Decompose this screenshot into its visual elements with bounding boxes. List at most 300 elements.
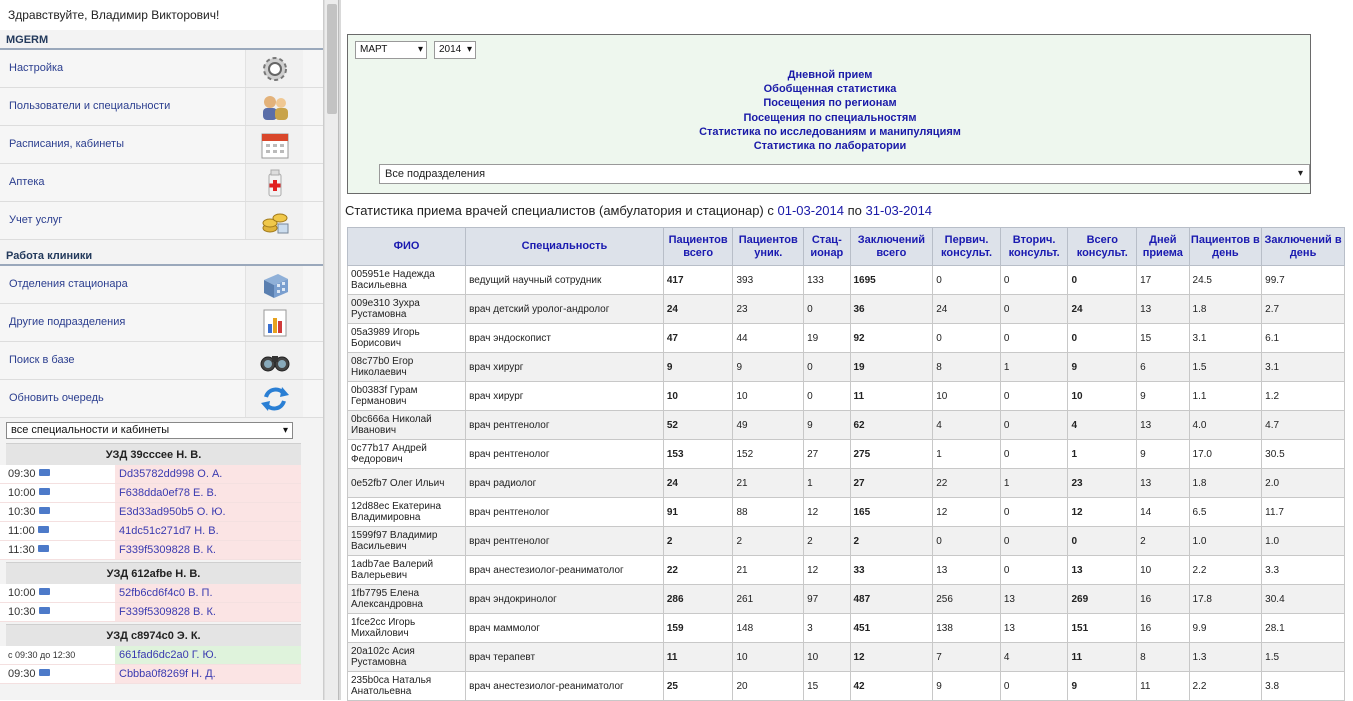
table-cell: врач рентгенолог [466, 527, 664, 556]
table-cell: 9 [933, 672, 1001, 701]
table-cell: 0 [1068, 266, 1137, 295]
table-cell: 2.7 [1262, 295, 1345, 324]
menu-item-label[interactable]: Поиск в базе [9, 354, 75, 366]
table-cell: 24 [933, 295, 1001, 324]
table-cell: 0 [1000, 382, 1068, 411]
table-cell: 1.2 [1262, 382, 1345, 411]
table-cell: 3 [804, 614, 850, 643]
table-cell: врач рентгенолог [466, 411, 664, 440]
table-cell: 24 [663, 469, 733, 498]
table-cell: 88 [733, 498, 804, 527]
queue-list [0, 443, 323, 684]
menu-item-users[interactable] [0, 88, 323, 126]
table-cell: 11 [1068, 643, 1137, 672]
table-cell: врач эндокринолог [466, 585, 664, 614]
appointment-time-cell [0, 484, 115, 502]
appointment-time: 09:30 [8, 468, 36, 480]
report-title-text: Статистика приема врачей специалистов (амбулатория и стационар) с [345, 203, 774, 218]
table-cell: 6.1 [1262, 324, 1345, 353]
column-header[interactable]: Пациентов уник. [733, 228, 804, 266]
calendar-icon[interactable] [245, 126, 303, 163]
menu-item-coins[interactable] [0, 202, 323, 240]
table-cell: 13 [1137, 411, 1189, 440]
table-cell: 005951e Надежда Васильевна [348, 266, 466, 295]
table-cell: врач анестезиолог-реаниматолог [466, 672, 664, 701]
column-header[interactable]: Вторич. консульт. [1000, 228, 1068, 266]
table-cell: 487 [850, 585, 933, 614]
report-link[interactable]: Статистика по лаборатории [753, 140, 907, 153]
appointment-time: 10:30 [8, 606, 36, 618]
appointment-row[interactable] [0, 584, 301, 603]
table-cell: 10 [733, 643, 804, 672]
appointment-patient[interactable]: 41dc51c271d7 Н. В. [115, 522, 301, 540]
table-row [348, 353, 1345, 382]
table-cell: 152 [733, 440, 804, 469]
table-cell: 0bc666a Николай Иванович [348, 411, 466, 440]
table-row [348, 527, 1345, 556]
table-cell: 9 [663, 353, 733, 382]
table-cell: 10 [663, 382, 733, 411]
table-cell: 9.9 [1189, 614, 1262, 643]
table-row [348, 585, 1345, 614]
table-cell: врач рентгенолог [466, 440, 664, 469]
appointment-patient[interactable]: F339f5309828 В. К. [115, 603, 301, 621]
table-cell: 11 [663, 643, 733, 672]
table-cell: 0 [804, 353, 850, 382]
menu-item-label[interactable]: Пользователи и специальности [9, 100, 171, 112]
date-to[interactable]: 31-03-2014 [865, 203, 933, 218]
table-cell: 12 [933, 498, 1001, 527]
table-cell: 417 [663, 266, 733, 295]
appointment-patient[interactable]: F339f5309828 В. К. [115, 541, 301, 559]
table-cell: 13 [1137, 295, 1189, 324]
appointment-time: 10:30 [8, 506, 36, 518]
table-cell: 17 [1137, 266, 1189, 295]
appointment-row[interactable] [0, 646, 301, 665]
table-cell: 1 [933, 440, 1001, 469]
table-cell: 269 [1068, 585, 1137, 614]
table-cell: 1.8 [1189, 295, 1262, 324]
appointment-patient[interactable]: Dd35782dd998 О. А. [115, 465, 301, 483]
table-cell: 1695 [850, 266, 933, 295]
table-cell: 0 [933, 266, 1001, 295]
table-cell: 1fce2cc Игорь Михайлович [348, 614, 466, 643]
table-row [348, 469, 1345, 498]
main-content [341, 0, 1353, 700]
table-cell: 7 [933, 643, 1001, 672]
menu-item-gear[interactable] [0, 50, 323, 88]
report-link[interactable]: Статистика по исследованиям и манипуляциям [699, 125, 961, 138]
table-cell: 30.4 [1262, 585, 1345, 614]
table-cell: 1.0 [1189, 527, 1262, 556]
appointment-row[interactable] [0, 665, 301, 684]
table-cell: 08c77b0 Егор Николаевич [348, 353, 466, 382]
table-cell: 138 [933, 614, 1001, 643]
menu-item-label[interactable]: Отделения стационара [9, 278, 128, 290]
doctor-queue-header: УЗД 612afbe Н. В. [6, 562, 301, 584]
date-from[interactable]: 01-03-2014 [777, 203, 844, 218]
table-cell: 49 [733, 411, 804, 440]
table-cell: 99.7 [1262, 266, 1345, 295]
table-cell: 0 [933, 527, 1001, 556]
table-row [348, 295, 1345, 324]
table-cell: 9 [733, 353, 804, 382]
table-cell: 30.5 [1262, 440, 1345, 469]
appointment-row[interactable] [0, 503, 301, 522]
table-cell: 11 [850, 382, 933, 411]
table-cell: 0e52fb7 Олег Ильич [348, 469, 466, 498]
table-cell: 1.5 [1262, 643, 1345, 672]
table-cell: 261 [733, 585, 804, 614]
phone-icon [39, 607, 50, 614]
menu-item-label[interactable]: Учет услуг [9, 214, 63, 226]
table-cell: 165 [850, 498, 933, 527]
appointment-time: 10:00 [8, 587, 36, 599]
appointment-patient[interactable]: 52fb6cd6f4c0 В. П. [115, 584, 301, 602]
table-row [348, 324, 1345, 353]
table-row [348, 266, 1345, 295]
table-row [348, 440, 1345, 469]
table-cell: 4.0 [1189, 411, 1262, 440]
appointment-time: 09:30 [8, 668, 36, 680]
table-cell: 23 [1068, 469, 1137, 498]
table-cell: 1 [804, 469, 850, 498]
table-cell: 235b0ca Наталья Анатольевна [348, 672, 466, 701]
table-cell: 4 [1068, 411, 1137, 440]
table-cell: 20a102c Асия Рустамовна [348, 643, 466, 672]
table-cell: 275 [850, 440, 933, 469]
users-icon[interactable] [245, 88, 303, 125]
phone-icon [39, 669, 50, 676]
table-cell: 0 [933, 324, 1001, 353]
menu-item-calendar[interactable] [0, 126, 323, 164]
table-cell: 1.3 [1189, 643, 1262, 672]
table-cell: 2.2 [1189, 672, 1262, 701]
table-cell: 8 [933, 353, 1001, 382]
table-cell: 0 [1068, 527, 1137, 556]
table-cell: 1 [1000, 353, 1068, 382]
column-header[interactable]: ФИО [348, 228, 466, 266]
column-header[interactable]: Пациентов всего [663, 228, 733, 266]
table-body [348, 266, 1345, 701]
table-cell: 9 [804, 411, 850, 440]
table-cell: 9 [1068, 672, 1137, 701]
greeting-text: Здравствуйте, Владимир Викторович! [0, 0, 323, 30]
table-cell: 47 [663, 324, 733, 353]
table-cell: 12 [850, 643, 933, 672]
table-cell: 1fb7795 Елена Александровна [348, 585, 466, 614]
table-cell: 0 [1000, 411, 1068, 440]
appointment-time: 11:00 [8, 525, 35, 537]
table-row [348, 382, 1345, 411]
table-cell: 286 [663, 585, 733, 614]
table-cell: 92 [850, 324, 933, 353]
table-cell: 2 [733, 527, 804, 556]
phone-icon [39, 488, 50, 495]
table-cell: 27 [850, 469, 933, 498]
table-row [348, 614, 1345, 643]
table-header-row [348, 228, 1345, 266]
appointment-row[interactable] [0, 484, 301, 503]
chart-icon[interactable] [245, 304, 303, 341]
menu-item-refresh[interactable] [0, 380, 323, 418]
table-cell: 13 [1000, 614, 1068, 643]
department-select[interactable]: Все подразделения ▾ [379, 164, 1310, 184]
table-cell: 1.0 [1262, 527, 1345, 556]
table-cell: 2 [663, 527, 733, 556]
gear-icon[interactable] [245, 50, 303, 87]
sidebar [0, 0, 324, 700]
appointment-time-cell [0, 646, 115, 664]
table-cell: 6 [1137, 353, 1189, 382]
table-cell: 1.5 [1189, 353, 1262, 382]
section-title-clinic: Работа клиники [0, 246, 323, 266]
column-header[interactable]: Заключений в день [1262, 228, 1345, 266]
table-cell: 151 [1068, 614, 1137, 643]
table-cell: 3.1 [1262, 353, 1345, 382]
table-cell: 10 [1137, 556, 1189, 585]
table-cell: 4 [933, 411, 1001, 440]
table-cell: 1 [1000, 469, 1068, 498]
appointment-time-cell [0, 603, 115, 621]
table-cell: 25 [663, 672, 733, 701]
menu-item-label[interactable]: Настройка [9, 62, 64, 74]
table-cell: 451 [850, 614, 933, 643]
doctor-queue-header: УЗД 39cccee Н. В. [6, 443, 301, 465]
table-cell: врач радиолог [466, 469, 664, 498]
building-icon[interactable] [245, 266, 303, 303]
month-select[interactable]: МАРТ ▾ [355, 41, 427, 59]
menu-item-pharmacy[interactable] [0, 164, 323, 202]
table-cell: 22 [933, 469, 1001, 498]
appointment-time-cell [0, 541, 115, 559]
table-cell: 13 [1068, 556, 1137, 585]
column-header[interactable]: Заключений всего [850, 228, 933, 266]
table-cell: 3.1 [1189, 324, 1262, 353]
table-cell: 393 [733, 266, 804, 295]
table-cell: 256 [933, 585, 1001, 614]
refresh-icon[interactable] [245, 380, 303, 417]
doctor-queue-header: УЗД c8974c0 Э. К. [6, 624, 301, 646]
table-cell: 8 [1137, 643, 1189, 672]
table-cell: 12d88ec Екатерина Владимировна [348, 498, 466, 527]
table-cell: 36 [850, 295, 933, 324]
table-cell: 52 [663, 411, 733, 440]
binoculars-icon[interactable] [245, 342, 303, 379]
menu-item-label[interactable]: Обновить очередь [9, 392, 104, 404]
table-cell: 1.8 [1189, 469, 1262, 498]
table-cell: 10 [804, 643, 850, 672]
table-cell: ведущий научный сотрудник [466, 266, 664, 295]
table-cell: 0 [1000, 672, 1068, 701]
table-cell: 2 [850, 527, 933, 556]
table-cell: 4.7 [1262, 411, 1345, 440]
appointment-time-cell [0, 503, 115, 521]
report-link[interactable]: Посещения по специальностям [743, 111, 917, 124]
table-cell: врач хирург [466, 382, 664, 411]
table-cell: 0 [1000, 527, 1068, 556]
column-header[interactable]: Пациентов в день [1189, 228, 1262, 266]
table-cell: 22 [663, 556, 733, 585]
section-title-mgerm: MGERM [0, 30, 323, 50]
table-cell: 23 [733, 295, 804, 324]
specialty-filter-select[interactable]: все специальности и кабинеты ▾ [6, 422, 293, 439]
table-cell: врач эндоскопист [466, 324, 664, 353]
table-row [348, 411, 1345, 440]
table-cell: 2 [804, 527, 850, 556]
table-cell: 9 [1068, 353, 1137, 382]
table-row [348, 643, 1345, 672]
appointment-time: с 09:30 до 12:30 [8, 650, 76, 660]
table-cell: 0 [1000, 440, 1068, 469]
appointment-row[interactable] [0, 541, 301, 560]
phone-icon [39, 507, 50, 514]
table-cell: 0 [1000, 498, 1068, 527]
column-header[interactable]: Всего консульт. [1068, 228, 1137, 266]
report-link[interactable]: Дневной прием [787, 69, 873, 81]
table-cell: 20 [733, 672, 804, 701]
appointment-row[interactable] [0, 603, 301, 622]
table-cell: врач детский уролог-андролог [466, 295, 664, 324]
column-header[interactable]: Первич. консульт. [933, 228, 1001, 266]
appointment-time-cell [0, 522, 115, 540]
table-cell: врач терапевт [466, 643, 664, 672]
table-cell: 153 [663, 440, 733, 469]
table-row [348, 672, 1345, 701]
phone-icon [39, 469, 50, 476]
table-cell: 0b0383f Гурам Германович [348, 382, 466, 411]
appointment-patient[interactable]: F638dda0ef78 Е. В. [115, 484, 301, 502]
report-title-mid: по [847, 203, 862, 218]
appointment-time-cell [0, 465, 115, 483]
table-cell: 13 [1137, 469, 1189, 498]
year-select[interactable]: 2014 ▾ [434, 41, 476, 59]
table-cell: 24 [1068, 295, 1137, 324]
appointment-patient[interactable]: E3d33ad950b5 О. Ю. [115, 503, 301, 521]
table-cell: 3.3 [1262, 556, 1345, 585]
table-cell: врач хирург [466, 353, 664, 382]
table-cell: 2 [1137, 527, 1189, 556]
phone-icon [38, 545, 49, 552]
appointment-time: 11:30 [8, 544, 35, 556]
table-cell: 24 [663, 295, 733, 324]
table-row [348, 556, 1345, 585]
menu-clinic-group [0, 266, 323, 418]
report-title [345, 203, 932, 218]
table-cell: 0 [1068, 324, 1137, 353]
table-cell: 12 [1068, 498, 1137, 527]
appointment-patient[interactable]: 661fad6dc2a0 Г. Ю. [115, 646, 301, 664]
column-header[interactable]: Специальность [466, 228, 664, 266]
pharmacy-icon[interactable] [245, 164, 303, 201]
scrollbar-thumb[interactable] [327, 4, 337, 114]
phone-icon [39, 588, 50, 595]
menu-item-binoculars[interactable] [0, 342, 323, 380]
table-cell: 91 [663, 498, 733, 527]
table-cell: 16 [1137, 614, 1189, 643]
phone-icon [38, 526, 49, 533]
table-cell: 42 [850, 672, 933, 701]
menu-item-label[interactable]: Расписания, кабинеты [9, 138, 124, 150]
appointment-time-cell [0, 665, 115, 683]
table-cell: 62 [850, 411, 933, 440]
report-link[interactable]: Обобщенная статистика [763, 83, 897, 96]
table-cell: 13 [1000, 585, 1068, 614]
report-panel [347, 34, 1311, 194]
table-cell: 12 [804, 498, 850, 527]
table-cell: 44 [733, 324, 804, 353]
table-cell: 9 [1137, 382, 1189, 411]
menu-item-building[interactable] [0, 266, 323, 304]
appointment-time-cell [0, 584, 115, 602]
table-cell: 133 [804, 266, 850, 295]
table-cell: 19 [850, 353, 933, 382]
table-cell: 14 [1137, 498, 1189, 527]
table-cell: 1adb7ae Валерий Валерьевич [348, 556, 466, 585]
menu-settings-group [0, 50, 323, 240]
stats-table [347, 227, 1345, 701]
appointment-row[interactable] [0, 465, 301, 484]
table-cell: 1599f97 Владимир Васильевич [348, 527, 466, 556]
table-cell: 1 [1068, 440, 1137, 469]
table-cell: 2.2 [1189, 556, 1262, 585]
table-cell: 4 [1000, 643, 1068, 672]
table-cell: 33 [850, 556, 933, 585]
report-links [348, 68, 1312, 153]
table-cell: 13 [933, 556, 1001, 585]
table-cell: 159 [663, 614, 733, 643]
table-cell: 21 [733, 469, 804, 498]
table-cell: 0 [804, 382, 850, 411]
sidebar-scrollbar[interactable] [324, 0, 339, 700]
table-cell: 9 [1137, 440, 1189, 469]
table-cell: 17.0 [1189, 440, 1262, 469]
table-cell: 0 [1000, 266, 1068, 295]
table-cell: врач анестезиолог-реаниматолог [466, 556, 664, 585]
table-cell: 28.1 [1262, 614, 1345, 643]
coins-icon[interactable] [245, 202, 303, 239]
table-cell: 10 [933, 382, 1001, 411]
table-cell: врач рентгенолог [466, 498, 664, 527]
table-cell: 0c77b17 Андрей Федорович [348, 440, 466, 469]
menu-item-label[interactable]: Аптека [9, 176, 45, 188]
appointment-row[interactable] [0, 522, 301, 541]
table-cell: 0 [804, 295, 850, 324]
table-cell: 19 [804, 324, 850, 353]
table-cell: 3.8 [1262, 672, 1345, 701]
table-cell: 2.0 [1262, 469, 1345, 498]
menu-item-label[interactable]: Другие подразделения [9, 316, 126, 328]
column-header[interactable]: Стац-ионар [804, 228, 850, 266]
table-cell: врач маммолог [466, 614, 664, 643]
table-cell: 27 [804, 440, 850, 469]
table-cell: 11 [1137, 672, 1189, 701]
table-cell: 05a3989 Игорь Борисович [348, 324, 466, 353]
table-cell: 97 [804, 585, 850, 614]
report-link[interactable]: Посещения по регионам [763, 97, 897, 110]
table-row [348, 498, 1345, 527]
table-cell: 148 [733, 614, 804, 643]
column-header[interactable]: Дней приема [1137, 228, 1189, 266]
appointment-time: 10:00 [8, 487, 36, 499]
table-cell: 16 [1137, 585, 1189, 614]
table-cell: 21 [733, 556, 804, 585]
appointment-patient[interactable]: Cbbba0f8269f Н. Д. [115, 665, 301, 683]
table-cell: 17.8 [1189, 585, 1262, 614]
table-cell: 6.5 [1189, 498, 1262, 527]
table-cell: 11.7 [1262, 498, 1345, 527]
menu-item-chart[interactable] [0, 304, 323, 342]
